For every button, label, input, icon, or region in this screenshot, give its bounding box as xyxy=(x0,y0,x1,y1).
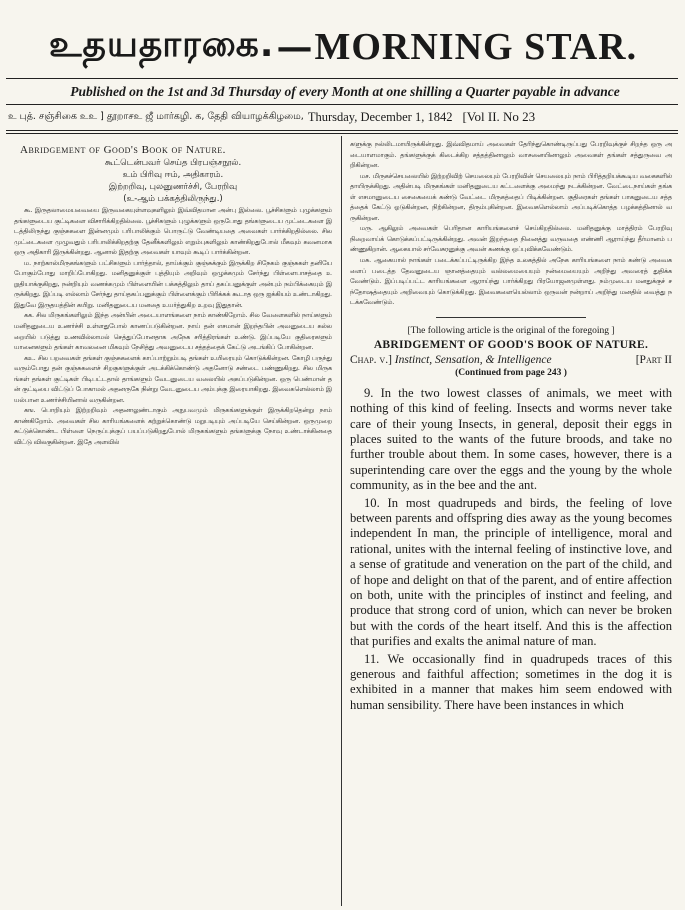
dateline-bottom-rule-2 xyxy=(6,133,678,134)
tamil-paragraph: மச. மிருகச்செயலையில் இற்றறிவிற் செயலையும் பேரறிவின் செயலையும் நாம் பிரித்தறியக்கூடிய வகைகளில் தாயிருக்கிறது. அதின்படி மிருகங்கள் மனிதனுடைய கட்டளைக்கு அமைந்து நடக்கின்றன. வேட்டைநாய்கள் தங்கள் எசமானுடைய சைகையைக் கண்டு வேட்டை மிருகத்தைப் பிடிக்கின்றன. குதிரைகள் தங்கள் பாகனுடைய சத்தத்தைக் கேட்டு ஓடுகின்றன, நிற்கின்றன, திரும்புகின்றன. இவைகளெல்லாம் அப்படிக்கொத்த பழக்கத்தினால் வருகின்றன. xyxy=(350,172,672,222)
dateline xyxy=(8,108,676,126)
dateline-top-rule xyxy=(6,104,678,105)
article-divider xyxy=(436,317,586,318)
original-article-note: [The following article is the original of the foregoing ] xyxy=(407,325,615,336)
dateline-tamil: உ புத். சஞ்சிகை உஉ ] தூறாசஉ ஜீ மார்கழி. க, தேதி வியாழக்கிழமை, xyxy=(8,111,304,122)
tamil-paragraph: கக. சில மிருகங்களிலும் இந்த அன்பின் அடையாளங்களை நாம் காண்கிறோம். சில வேளைகளில் நாய்களும் மனிதனுடைய உணர்ச்சி உள்ளதுபோல் காணப்படுகின்றன. நாய் தன் எசமான் இறந்தபின் அவனுடைய கல்லறையில் படுத்து உணவில்லாமல் செத்துப்போனதாக அநேக சரித்திரங்கள் உண்டு. இப்படியே குதிரைகளும் யானைகளும் தங்கள் காவலனை மிகவும் நேசித்து அவனுடைய சத்தத்தைக் கேட்டு அடங்கிப் போகின்றன. xyxy=(14,312,332,352)
english-paragraph-9: 9. In the two lowest classes of animals, we meet with nothing of this kind of feeling. Insects and worms never take care of their young Insects, in general, deposit their eggs in places suited to the wants of the future broods, and take no further trouble about them. In some cases, however, there is a superintending care over the eggs and the young by the whole community, as in the bee and the ant. xyxy=(350,385,672,493)
right-column xyxy=(350,140,672,906)
masthead xyxy=(8,22,678,72)
tamil-paragraph: கங. பொறியும் இற்றறிவும் அதனாலுண்டாகும் அநுபவமும் மிருகங்களுக்குள் இருக்கிறதென்று நாம் காண்கிறோம். அவைகள் சில காரியங்களைக் கற்றுக்கொண்டு மறுபடியும் அப்படியே செய்கின்றன. ஒருமுறை சுட்டுக்கொண்ட பிள்ளை நெருப்புக்குப் பயப்படுகிறதுபோல் மிருகங்களும் தங்களுக்கு நோவு உண்டாக்கினதை விட்டு விலகுகின்றன. இதே அளவில் xyxy=(14,407,332,447)
english-paragraph-11: 11. We occasionally find in quadrupeds traces of this generous and faithful affection; sometimes in the dog it is exhibited in a manner that makes him seem endowed with human sensibility. There have been instances in which xyxy=(350,651,672,712)
chapter-line xyxy=(350,354,672,366)
dateline-english: Thursday, December 1, 1842 xyxy=(307,109,453,124)
tamil-heading-2: உம் பிரிவு ஈம், அதிகாரம். xyxy=(122,170,224,180)
chapter-label: Chap. v.] xyxy=(350,353,392,366)
tamil-heading-3: இற்றறிவு, புலனுணர்ச்சி, பேரறிவு xyxy=(108,182,238,192)
dateline-bottom-rule xyxy=(6,130,678,131)
masthead-dash: — xyxy=(276,26,313,68)
dateline-volume: [Vol II. No 23 xyxy=(462,109,536,124)
column-divider xyxy=(341,136,342,906)
english-article-title: ABRIDGEMENT OF GOOD'S BOOK OF NATURE. xyxy=(373,338,649,351)
left-article-title: Abridgement of Good's Book of Nature. xyxy=(20,144,226,156)
continued-note: (Continued from page 243 ) xyxy=(455,367,567,378)
publication-subtitle: Published on the 1st and 3d Thursday of every Month at one shilling a Quarter payable in advance xyxy=(70,84,620,99)
masthead-rule xyxy=(6,78,678,79)
tamil-paragraph: கஉ. சில பறவைகள் தங்கள் குஞ்சுகளைக் காப்பாற்றும்படி தங்கள் உயிரையும் கொடுக்கின்றன. கோழி பருந்து வரும்போது தன் குஞ்சுகளைச் சிறகுகளுக்குள் அடக்கிக்கொண்டு அதனோடு சண்டை பண்ணுகிறது. சில மிருகங்கள் தங்கள் குட்டிகள் பிடிபட்டதால் தாங்களும் வேடனுடைய வலையில் அகப்படுகின்றன. ஒரு பெண்மான் தன் குட்டியை விட்டுப் போகாமல் அதனருகே நின்று வேடனுடைய அம்புக்கு இரையாகிறது. இவைகளெல்லாம் இயல்பான உணர்ச்சியினால் வருகின்றன. xyxy=(14,354,332,404)
left-column xyxy=(14,140,332,906)
masthead-tamil-title: உதயதாரகை. xyxy=(48,24,275,65)
english-paragraph-10: 10. In most quadrupeds and birds, the feeling of love between parents and offspring dies away as the young becomes independent In man, the principle of intelligence, moral and rational, unites with the internal feeling of instinctive love, and a sense of gratitude and veneration on the part of the child, and of hope and delight on that of the parent, and of entire affection on both, unite with the principles of instinct and feeling, and produce that strong cord of union, which can never be broken but with the cords of the heart itself. And this is the affection that purifies and exalts the animal nature of man. xyxy=(350,495,672,649)
chapter-title: Instinct, Sensation, & Intelligence xyxy=(394,353,552,366)
tamil-paragraph: ம. நாற்கால்மிருகங்களும் பட்சிகளும் பார்த்தால், தாய்க்கும் குஞ்சுக்கும் இருக்கிற சிநேகம் குஞ்சுகள் தனியே போகும்போது மாறிப்போகிறது. மனிதனுக்குள் புத்தியும் அறிவும் ஒழுக்கமும் சேர்ந்து பிள்ளைபாசத்தை உறுதியாக்குகிறது, நன்றியும் வணக்கமும் பிள்ளையின் பக்கத்திலும் தாய் தகப்பனுக்குள் அன்பும் நம்பிக்கையும் இருக்கிறது. இப்படி எல்லாம் சேர்ந்து தாய்தகப்பனுக்கும் பிள்ளைக்கும் பிரிக்கக் கூடாத ஒரு ஐக்கியம் உண்டாகிறது. இதுவே இருதயத்தின் கயிறு. மனிதனுடைய மனதை உயர்த்துகிற உறவு இதுதான். xyxy=(14,259,332,309)
tamil-paragraph-continued: களுக்கு நல்லிடமாயிருக்கின்றது. இவ்விதமாய் அவைகள் தேரிந்துகொண்டிருப்பது பேரறிவுக்குச் சிறந்த ஒரு அடையாளமாகும். தங்களுக்குக் கிடைக்கிற சத்தத்தினாலும் வாசனையினாலும் அவைகள் தங்கள் சத்துருவை அறிகின்றன. xyxy=(350,141,672,170)
part-label: [Part II xyxy=(635,353,672,366)
masthead-english-title: MORNING STAR. xyxy=(314,26,638,68)
tamil-paragraph: மசு. ஆகையால் நாங்கள் படைக்கப்பட்டிருக்கிற இந்த உலகத்தில் அநேக காரியங்களை நாம் கண்டு அவைகளைப் படைத்த தேவனுடைய ஞானத்தையும் வல்லமையையும் நன்மையையும் அறிந்து அவரைத் துதிக்கவேண்டும். இப்படிப்பட்ட காரியங்களை ஆராய்ந்து பார்க்கிறது பிரயோஜனமுள்ளது. நம்முடைய மனதுக்குச் சந்தோஷத்தையும் அறிவையும் கொடுக்கிறது. இவைகளையெல்லாம் ஒருவன் நன்றாய் அறிந்து மனதில் வைத்து நடக்கவேண்டும். xyxy=(350,257,672,307)
tamil-paragraph: மரு. ஆகிலும் அவைகள் பெரிதான காரியங்களைச் செய்கிறதில்லை. மனிதனுக்கு மாத்திரம் பேரறிவு நிறைவாய்க் கொடுக்கப்பட்டிருக்கின்றது. அவன் இறந்ததை நினைத்து வருவதை எண்ணி ஆராய்ந்து தீர்மானம் பண்ணுகிறான். ஆகையால் சர்வேசுரனுக்கு அவன் கணக்கு ஒப்புவிக்கவேண்டும். xyxy=(350,225,672,254)
tamil-heading-4: (உ-ஆம் பக்கத்திலிருந்து.) xyxy=(123,194,223,204)
tamil-paragraph: கூ. இருதலாமையவையை இருவகையுள்ளவுகளிலும் இவ்விதமான அன்பு இல்லை. பூச்சிகளும் புழுக்களும் தங்களுடைய குட்டிகளை விசாரிக்கிறதில்லை. பூச்சிகளும் புழுக்களும் ஒருபோது தங்களுடைய முட்டைகளை இடத்திலிருந்து குஞ்சுகளை இன்னமும் பரிபாலிக்கும் பொருட்டு வேண்டியதை அவைகள் பார்க்கிறதில்லை. சில முட்டைகளை முழுவதும் பரிபாலிக்கிறதற்கு தேனீக்களிலும் எறும்புகளிலும் காண்கிறதுபோல் மீகவும் கவனமாக ஒரு அதிகாரி இருக்கின்றது. ஆனால் இதற்கு அவைகள் யாவும் கூடிப் பார்க்கின்றன. xyxy=(14,207,332,257)
tamil-heading-1: கூட்டென்பவர் செய்த பிரபஞ்சநூல். xyxy=(104,158,242,168)
